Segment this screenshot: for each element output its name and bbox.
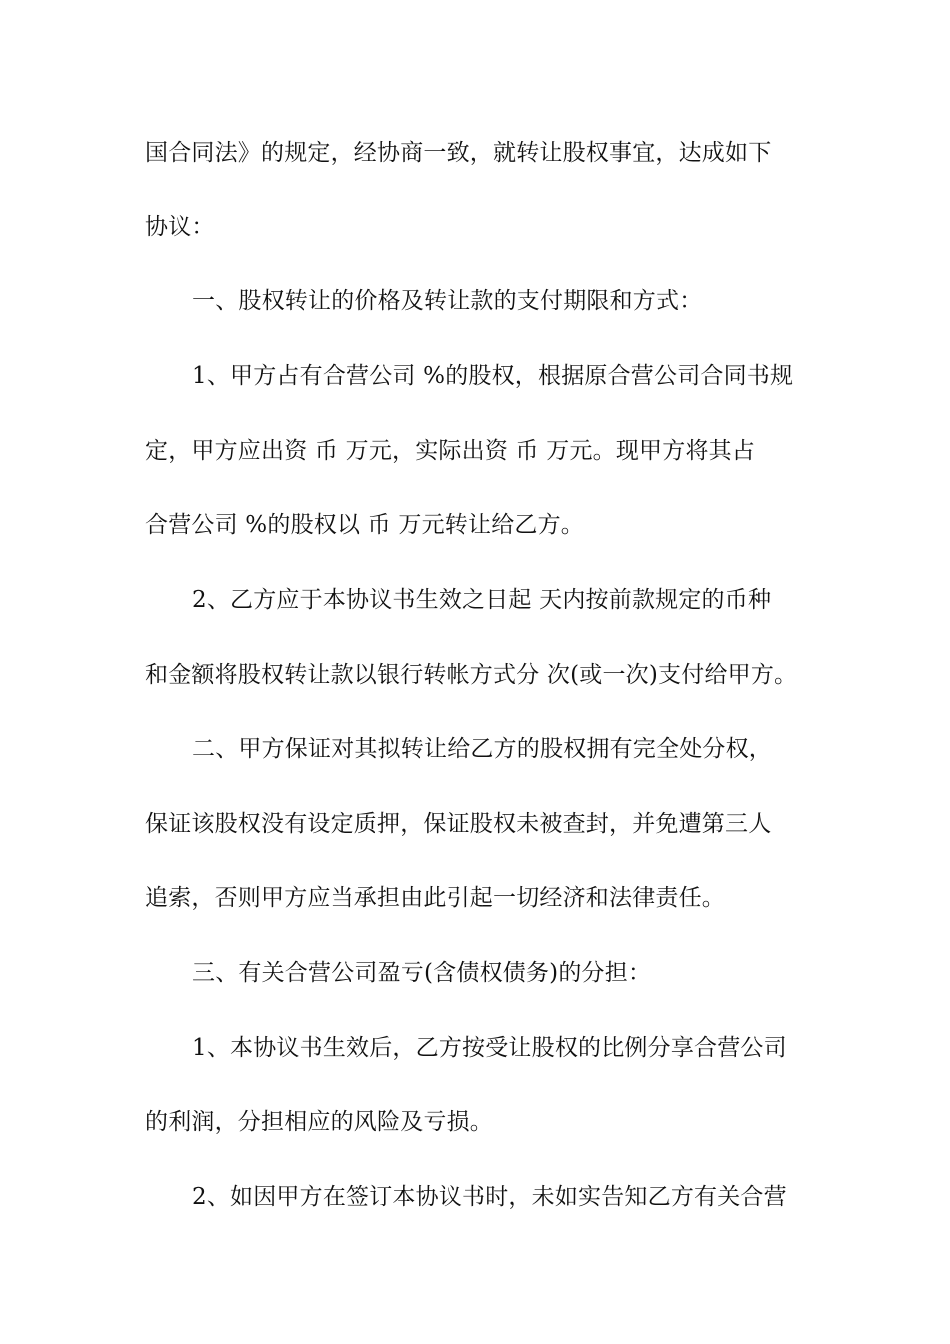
text-line-11: 追索，否则甲方应当承担由此引起一切经济和法律责任。: [145, 885, 725, 911]
text-line-10: 保证该股权没有设定质押，保证股权未被查封，并免遭第三人: [145, 811, 772, 837]
text-line-1: 国合同法》的规定，经协商一致，就转让股权事宜，达成如下: [145, 140, 772, 166]
text-line-7: 2、乙方应于本协议书生效之日起 天内按前款规定的币种: [192, 587, 772, 613]
section-heading-2: 二、甲方保证对其拟转让给乙方的股权拥有完全处分权，: [192, 736, 772, 762]
text-line-13: 1、本协议书生效后，乙方按受让股权的比例分享合营公司: [192, 1035, 787, 1061]
text-line-15: 2、如因甲方在签订本协议书时，未如实告知乙方有关合营: [192, 1184, 787, 1210]
text-line-4: 1、甲方占有合营公司 %的股权，根据原合营公司合同书规: [192, 363, 794, 389]
text-line-6: 合营公司 %的股权以 币 万元转让给乙方。: [145, 512, 584, 538]
section-heading-1: 一、股权转让的价格及转让款的支付期限和方式：: [192, 288, 703, 314]
text-line-14: 的利润，分担相应的风险及亏损。: [145, 1109, 493, 1135]
text-line-2: 协议：: [145, 214, 215, 240]
text-line-5: 定，甲方应出资 币 万元，实际出资 币 万元。现甲方将其占: [145, 438, 756, 464]
text-line-8: 和金额将股权转让款以银行转帐方式分 次(或一次)支付给甲方。: [145, 662, 798, 688]
section-heading-3: 三、有关合营公司盈亏(含债权债务)的分担：: [192, 960, 652, 986]
